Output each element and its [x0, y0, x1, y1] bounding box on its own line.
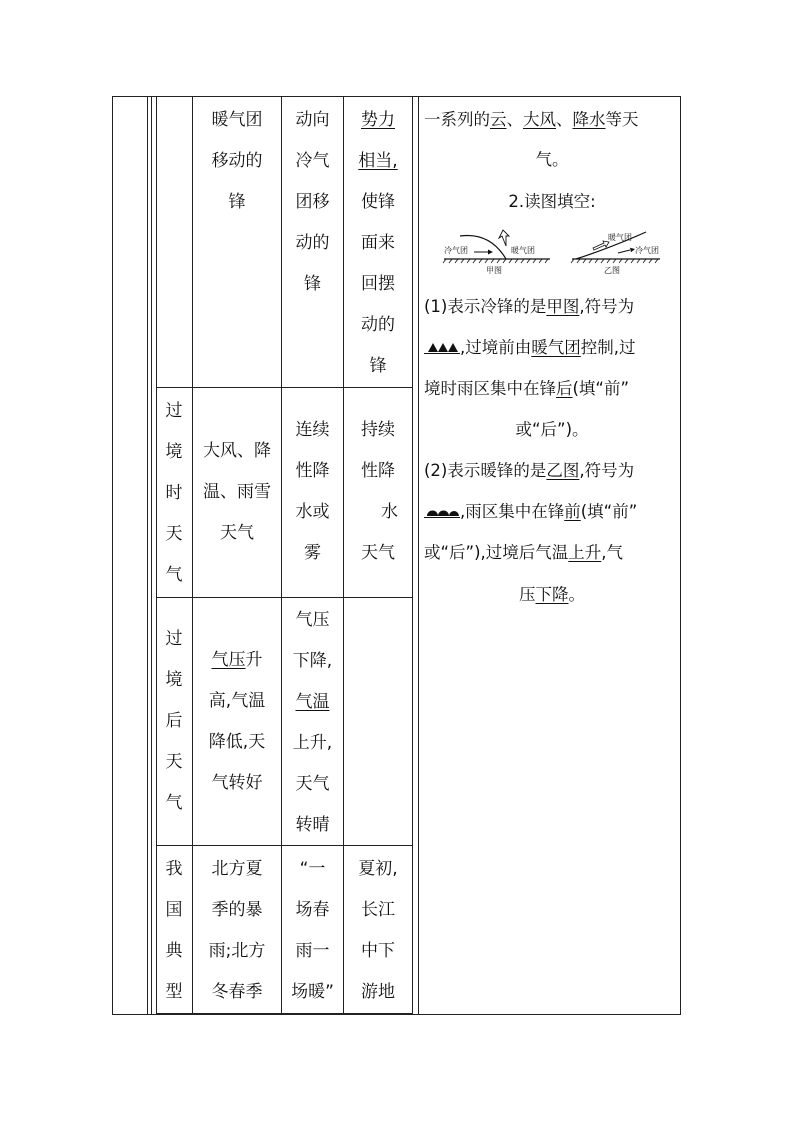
text-fragment: (1)表示冷锋的是 — [424, 297, 547, 316]
label-char: 时 — [165, 483, 183, 503]
question-title: 2.读图填空: — [508, 192, 596, 211]
text-fragment: ,雨区集中在锋 — [460, 502, 565, 521]
text-line — [424, 492, 680, 531]
label-char: 天 — [165, 524, 183, 544]
label-char: 过 — [165, 629, 183, 649]
text-fragment: ,过境前由 — [460, 338, 532, 357]
fig-yi-cold-label: 冷气团 — [635, 246, 659, 255]
text-line: 或“后”)。 — [515, 420, 589, 439]
text-fragment: 控制,过 — [580, 338, 636, 357]
cell-line — [344, 141, 412, 182]
figure-jia — [443, 230, 550, 275]
text-fragment: 或“后”),过境后气温 — [424, 543, 569, 562]
fig-jia-cold-label: 冷气团 — [444, 246, 468, 255]
warm-front-symbol-icon — [424, 503, 460, 518]
answer-underline: 甲图 — [546, 297, 580, 316]
cell-line: 团移 — [295, 192, 330, 212]
text-fragment: (填“前” — [572, 379, 630, 398]
fig-jia-caption: 甲图 — [486, 266, 502, 275]
text-fragment: 。 — [568, 585, 585, 604]
label-char: 型 — [165, 982, 183, 1002]
answer-underline: 势力 — [361, 110, 395, 130]
cell-line: 动的 — [295, 233, 330, 253]
cold-front-symbol-icon — [424, 339, 460, 354]
answer-underline: 大风 — [523, 110, 556, 129]
cell-line: 锋 — [228, 192, 246, 212]
cell-line: 持续 — [361, 420, 395, 440]
text-fragment: 境时雨区集中在锋 — [424, 379, 556, 398]
cell-line: 转晴 — [295, 815, 330, 835]
cell-line: 高,气温 — [208, 691, 266, 711]
cell-line: 水或 — [295, 502, 330, 522]
cell-line: 天气 — [361, 543, 395, 563]
text-fragment: 等天 — [605, 110, 639, 129]
text-line: 气。 — [535, 150, 569, 169]
answer-underline: 降水 — [572, 110, 606, 129]
answer-underline: 前 — [564, 502, 581, 521]
cell-line: 冬春季 — [211, 982, 263, 1002]
text-fragment: ,符号为 — [579, 461, 635, 480]
cell-line: 游地 — [361, 982, 395, 1002]
cell-line — [193, 640, 281, 681]
text-fragment: (填“前” — [580, 502, 638, 521]
cell-line: 雨;北方 — [208, 941, 266, 961]
text-line — [424, 451, 680, 490]
cell-line: 场暖” — [291, 982, 334, 1002]
text-line — [424, 533, 680, 572]
cell-line: 场春 — [295, 900, 330, 920]
label-char: 我 — [165, 859, 183, 879]
cell-line: 上升, — [292, 733, 333, 753]
text-line — [424, 328, 680, 367]
cell-line: 性降 — [295, 461, 330, 481]
cell-line: 水 — [381, 502, 398, 522]
cell-line: 气转好 — [211, 773, 263, 793]
text-fragment: ,气 — [601, 543, 624, 562]
cell-line: 连续 — [295, 420, 330, 440]
cell-line: 雾 — [304, 543, 321, 563]
text-fragment: 、 — [506, 110, 523, 129]
cell-line: 使锋 — [361, 192, 395, 212]
cell-line: 动向 — [295, 110, 330, 130]
cell-line: 锋 — [304, 274, 321, 294]
text-line — [424, 369, 680, 408]
label-char: 国 — [165, 900, 183, 920]
cell-line: 气压 — [295, 610, 330, 630]
cell-line: 动的 — [361, 315, 395, 335]
cell-line: 移动的 — [211, 151, 263, 171]
front-figures — [430, 222, 680, 280]
label-char: 典 — [165, 941, 183, 961]
answer-underline: 气压 — [211, 650, 246, 670]
text-fragment: 、 — [556, 110, 573, 129]
label-char: 天 — [165, 752, 183, 772]
text-fragment: (2)表示暖锋的是 — [424, 461, 547, 480]
text-line — [424, 100, 680, 139]
text-fragment: ,符号为 — [579, 297, 635, 316]
cell-line: 天气 — [295, 774, 330, 794]
cell-line: 中下 — [361, 941, 395, 961]
cell-line: 温、雨雪 — [203, 482, 271, 502]
cell-line: 面来 — [361, 233, 395, 253]
text-line — [424, 575, 680, 614]
cell-line: 雨一 — [295, 941, 330, 961]
label-char: 境 — [165, 442, 183, 462]
label-char: 气 — [165, 565, 183, 585]
fig-yi-warm-label: 暖气团 — [608, 233, 632, 242]
cell-line: 性降 — [361, 461, 395, 481]
cell-line: 大风、降 — [203, 441, 271, 461]
text-fragment: 一系列的 — [424, 110, 490, 129]
label-char: 过 — [165, 401, 183, 421]
answer-underline: 下降 — [535, 585, 569, 604]
text-line — [424, 287, 680, 326]
cell-line — [344, 100, 412, 141]
cell-line: 锋 — [369, 356, 387, 376]
cell-line: 季的暴 — [211, 900, 263, 920]
cell-line: 暖气团 — [211, 110, 263, 130]
text-fragment: 压 — [519, 585, 536, 604]
cell-line: 夏初, — [358, 859, 398, 879]
answer-underline: 后 — [556, 379, 573, 398]
fig-yi-caption: 乙图 — [604, 266, 620, 275]
label-char: 境 — [165, 670, 183, 690]
fig-jia-warm-label: 暖气团 — [511, 246, 535, 255]
cell-line: 天气 — [220, 523, 254, 543]
cell-line: “一 — [299, 859, 326, 879]
answer-underline: 相当, — [358, 151, 398, 171]
cell-fragment: 升 — [245, 650, 263, 670]
cell-line: 回摆 — [361, 274, 395, 294]
label-char: 后 — [165, 711, 183, 731]
cell-line: 降低,天 — [208, 732, 266, 752]
figure-yi — [571, 232, 660, 275]
cell-line: 北方夏 — [211, 859, 263, 879]
cell-line: 冷气 — [295, 151, 330, 171]
cell-line — [282, 682, 343, 723]
answer-underline: 气温 — [295, 692, 330, 712]
cell-line: 下降, — [292, 651, 333, 671]
answer-underline: 乙图 — [546, 461, 580, 480]
answer-underline: 上升 — [568, 543, 602, 562]
cell-line: 长江 — [361, 900, 395, 920]
label-char: 气 — [165, 793, 183, 813]
answer-underline: 暖气团 — [531, 338, 581, 357]
answer-underline: 云 — [490, 110, 507, 129]
